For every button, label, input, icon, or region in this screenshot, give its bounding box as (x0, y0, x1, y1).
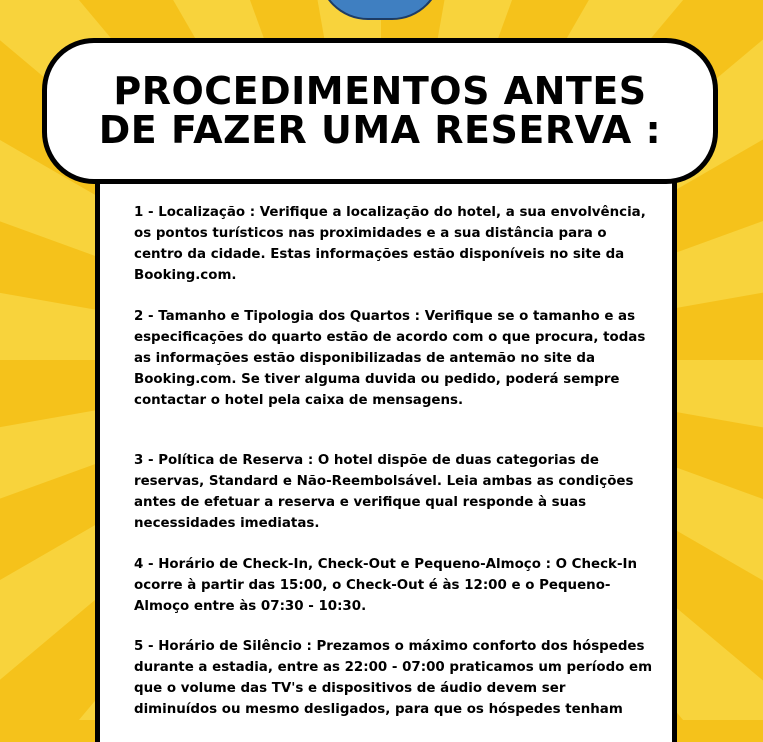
text-line: as informações estão disponibilizadas de antemão no site da (134, 351, 596, 366)
procedure-booking-policy (134, 450, 654, 534)
text-line: 4 - Horário de Check-In, Check-Out e Pequeno-Almoço : O Check-In (134, 557, 638, 572)
procedure-room-size (134, 306, 654, 411)
text-line: 5 - Horário de Silêncio : Prezamos o máximo conforto dos hóspedes (134, 639, 645, 654)
text-line: que o volume das TV's e dispositivos de áudio devem ser (134, 681, 566, 696)
text-line: Booking.com. (134, 268, 237, 283)
text-line: 2 - Tamanho e Tipologia dos Quartos : Verifique se o tamanho e as (134, 309, 636, 324)
text-line: centro da cidade. Estas informações estão disponíveis no site da (134, 247, 625, 262)
text-line: contactar o hotel pela caixa de mensagens. (134, 393, 464, 408)
procedures-panel (95, 182, 677, 742)
text-line: 3 - Política de Reserva : O hotel dispõe de duas categorias de (134, 453, 599, 468)
text-line: necessidades imediatas. (134, 516, 320, 531)
text-line: os pontos turísticos nas proximidades e a sua distância para o (134, 226, 607, 241)
text-line: diminuídos ou mesmo desligados, para que os hóspedes tenham (134, 702, 623, 717)
text-line: Almoço entre às 07:30 - 10:30. (134, 599, 367, 614)
text-line: especificações do quarto estão de acordo com o que procura, todas (134, 330, 646, 345)
title-line-2: DE FAZER UMA RESERVA : (98, 108, 662, 152)
procedure-schedule (134, 554, 654, 617)
title-banner (42, 38, 718, 184)
title-line-1: PROCEDIMENTOS ANTES (113, 69, 647, 113)
procedure-quiet-hours (134, 636, 654, 720)
procedure-location (134, 202, 654, 286)
text-line: Booking.com. Se tiver alguma duvida ou pedido, poderá sempre (134, 372, 620, 387)
text-line: reservas, Standard e Não-Reembolsável. Leia ambas as condições (134, 474, 634, 489)
text-line: ocorre à partir das 15:00, o Check-Out é às 12:00 e o Pequeno- (134, 578, 611, 593)
text-line: durante a estadia, entre as 22:00 - 07:00 praticamos um período em (134, 660, 653, 675)
text-line: antes de efetuar a reserva e verifique qual responde à suas (134, 495, 587, 510)
text-line: 1 - Localização : Verifique a localização do hotel, a sua envolvência, (134, 205, 646, 220)
